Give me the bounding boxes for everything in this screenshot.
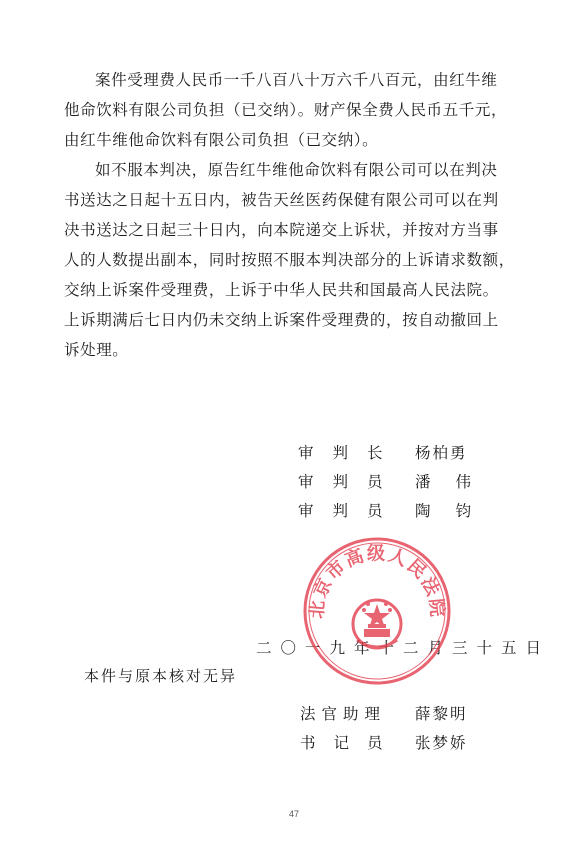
paragraph-line: 他命饮料有限公司负担（已交纳）。财产保全费人民币五千元， [64, 101, 508, 119]
clerk-name: 薛黎明 [415, 705, 468, 723]
judgment-date: 二〇一九年十二月三十五日 [256, 639, 551, 657]
paragraph-line: 如不服本判决，原告红牛维他命饮料有限公司可以在判决 [95, 161, 498, 179]
judge-name: 潘伟 [415, 473, 497, 491]
verification-note: 本件与原本核对无异 [84, 667, 238, 685]
fee-paragraph [64, 65, 544, 155]
judge-title: 审判长 [298, 444, 402, 462]
appeal-paragraph [64, 155, 544, 365]
judge-name: 陶钧 [415, 502, 497, 520]
clerk-name: 张梦娇 [415, 734, 468, 752]
page-number: 47 [288, 809, 299, 819]
national-emblem-icon [353, 600, 401, 648]
paragraph-line: 决书送达之日起三十日内，向本院递交上诉状，并按对方当事 [64, 221, 499, 239]
clerk-title: 法官助理 [300, 705, 387, 723]
paragraph-line: 人的人数提出副本，同时按照不服本判决部分的上诉请求数额， [64, 251, 515, 269]
court-seal [302, 536, 452, 686]
paragraph-line: 案件受理费人民币一千八百八十万六千八百元，由红牛维 [95, 71, 498, 89]
judge-title: 审判员 [298, 473, 402, 491]
paragraph-line: 上诉期满后七日内仍未交纳上诉案件受理费的，按自动撤回上 [64, 311, 499, 329]
paragraph-line: 诉处理。 [64, 341, 129, 359]
paragraph-line: 交纳上诉案件受理费，上诉于中华人民共和国最高人民法院。 [64, 281, 499, 299]
seal-text: 北京市高级人民法院 [306, 543, 448, 620]
judge-title: 审判员 [298, 502, 402, 520]
clerk-title: 书记员 [300, 734, 401, 752]
paragraph-line: 由红牛维他命饮料有限公司负担（已交纳）。 [64, 131, 379, 149]
paragraph-line: 书送达之日起十五日内，被告天丝医药保健有限公司可以在判 [64, 191, 499, 209]
judge-name: 杨柏勇 [415, 444, 468, 462]
